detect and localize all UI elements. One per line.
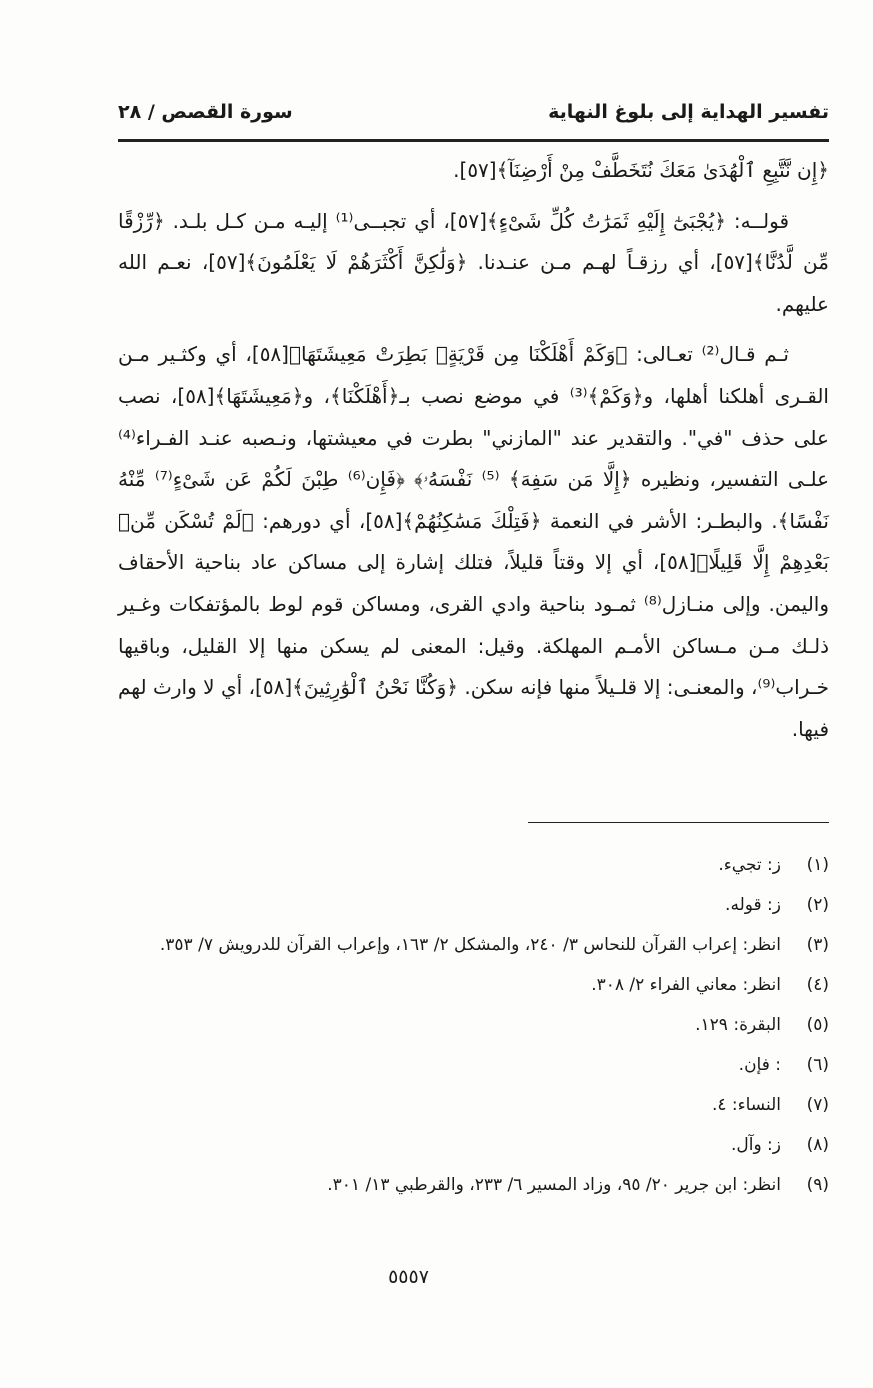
footnote-text: ز: قوله. [725,895,781,915]
footnote-text: البقرة: ١٢٩. [695,1015,781,1035]
footnote-text: ز: تجيء. [718,855,781,875]
footnote-4 [118,965,829,1005]
page-number: ٥٥٥٧ [388,1266,429,1288]
footnote-number: (٢) [806,895,829,915]
footnote-8 [118,1125,829,1165]
footnote-2 [118,885,829,925]
footnote-number: (٦) [806,1055,829,1075]
footnote-3 [118,925,829,965]
footnote-text: انظر: ابن جرير ٢٠/ ٩٥، وزاد المسير ٦/ ٢٣٣، والقرطبي ١٣/ ٣٠١. [327,1175,781,1195]
footnote-number: (٧) [806,1095,829,1115]
footnotes [118,845,829,1205]
footnote-number: (٥) [806,1015,829,1035]
paragraph-3: ثـم قـال⁽²⁾ تعـالى: ﴿وَكَمْ أَهْلَكْنَا مِن قَرْيَةٍۭ بَطِرَتْ مَعِيشَتَهَا﴾[٥٨]، أي وكثـير مـن القـرى أهلكنا أهلها، و﴿وَكَمْ﴾⁽³⁾ في موضع نصب بـ﴿أَهْلَكْنَا﴾، و﴿مَعِيشَتَهَا﴾[٥٨]، نصب على حذف "في". والتقدير عند "المازني" بطرت في معيشتها، ونـصبه عنـد الفـراء⁽⁴⁾ علـى التفسير، ونظيره ﴿إِلَّا مَن سَفِهَ﴾ ⁽⁵⁾ نَفْسَهُۥ﴾ ﴿فَإِن⁽⁶⁾ طِبْنَ لَكُمْ عَن شَىْءٍ⁽⁷⁾ مِّنْهُ نَفْسًا﴾. والبطـر: الأشر في النعمة ﴿فَتِلْكَ مَسَٰكِنُهُمْ﴾[٥٨]، أي دورهم: ﴿لَمْ تُسْكَن مِّنۢ بَعْدِهِمْ إِلَّا قَلِيلًا﴾[٥٨]، أي إلا وقتاً قليلاً، فتلك إشارة إلى مساكن عاد بناحية الأحقاف واليمن. وإلى منـازل⁽⁸⁾ ثمـود بناحية وادي القرى، ومساكن قوم لوط بالمؤتفكات وغـير ذلـك مـن مـساكن الأمـم المهلكة. وقيل: المعنى لم يسكن منها إلا القليل، وباقيها خـراب⁽⁹⁾، والمعنـى: إلا قلـيلاً منها فإنه سكن. ﴿وَكُنَّا نَحْنُ ٱلْوَٰرِثِينَ﴾[٥٨]، أي لا وارث لهم فيها. [118,342,830,741]
footnote-number: (٣) [806,935,829,955]
footnote-number: (١) [806,855,829,875]
paragraph-2: قولــه: ﴿يُجْبَىٰٓ إِلَيْهِ ثَمَرَٰتُ كُلِّ شَىْءٍ﴾[٥٧]، أي تجبــى⁽¹⁾ إليـه مـن كـل بلـد. ﴿رِّزْقًا مِّن لَّدُنَّا﴾[٥٧]، أي رزقـاً لهـم مـن عنـدنا. ﴿وَلَٰكِنَّ أَكْثَرَهُمْ لَا يَعْلَمُونَ﴾[٥٧]، نعـم الله عليهم. [118,208,829,316]
surah-title: سورة القصص / ٢٨ [118,101,293,123]
footnote-6 [118,1045,829,1085]
footnote-9 [118,1165,829,1205]
footnote-1 [118,845,829,885]
main-text [118,150,829,759]
footnote-text: انظر: معاني الفراء ٢/ ٣٠٨. [591,975,781,995]
footnote-5 [118,1005,829,1045]
footnote-divider [528,822,829,823]
footnote-text: ز: وآل. [730,1135,781,1155]
footnote-number: (٨) [806,1135,829,1155]
footnote-7 [118,1085,829,1125]
header-divider [118,139,829,142]
footnote-number: (٩) [806,1175,829,1195]
footnote-number: (٤) [806,975,829,995]
footnote-text: انظر: إعراب القرآن للنحاس ٣/ ٢٤٠، والمشكل ٢/ ١٦٣، وإعراب القرآن للدرويش ٧/ ٣٥٣. [159,935,781,955]
paragraph-1: ﴿إِن نَّتَّبِعِ ٱلْهُدَىٰ مَعَكَ نُتَخَطَّفْ مِنْ أَرْضِنَآ﴾[٥٧]. [453,158,829,182]
book-title: تفسير الهداية إلى بلوغ النهاية [548,101,829,123]
footnote-text: : فإن. [738,1055,781,1075]
footnote-text: النساء: ٤. [711,1095,781,1115]
running-header [118,92,829,132]
